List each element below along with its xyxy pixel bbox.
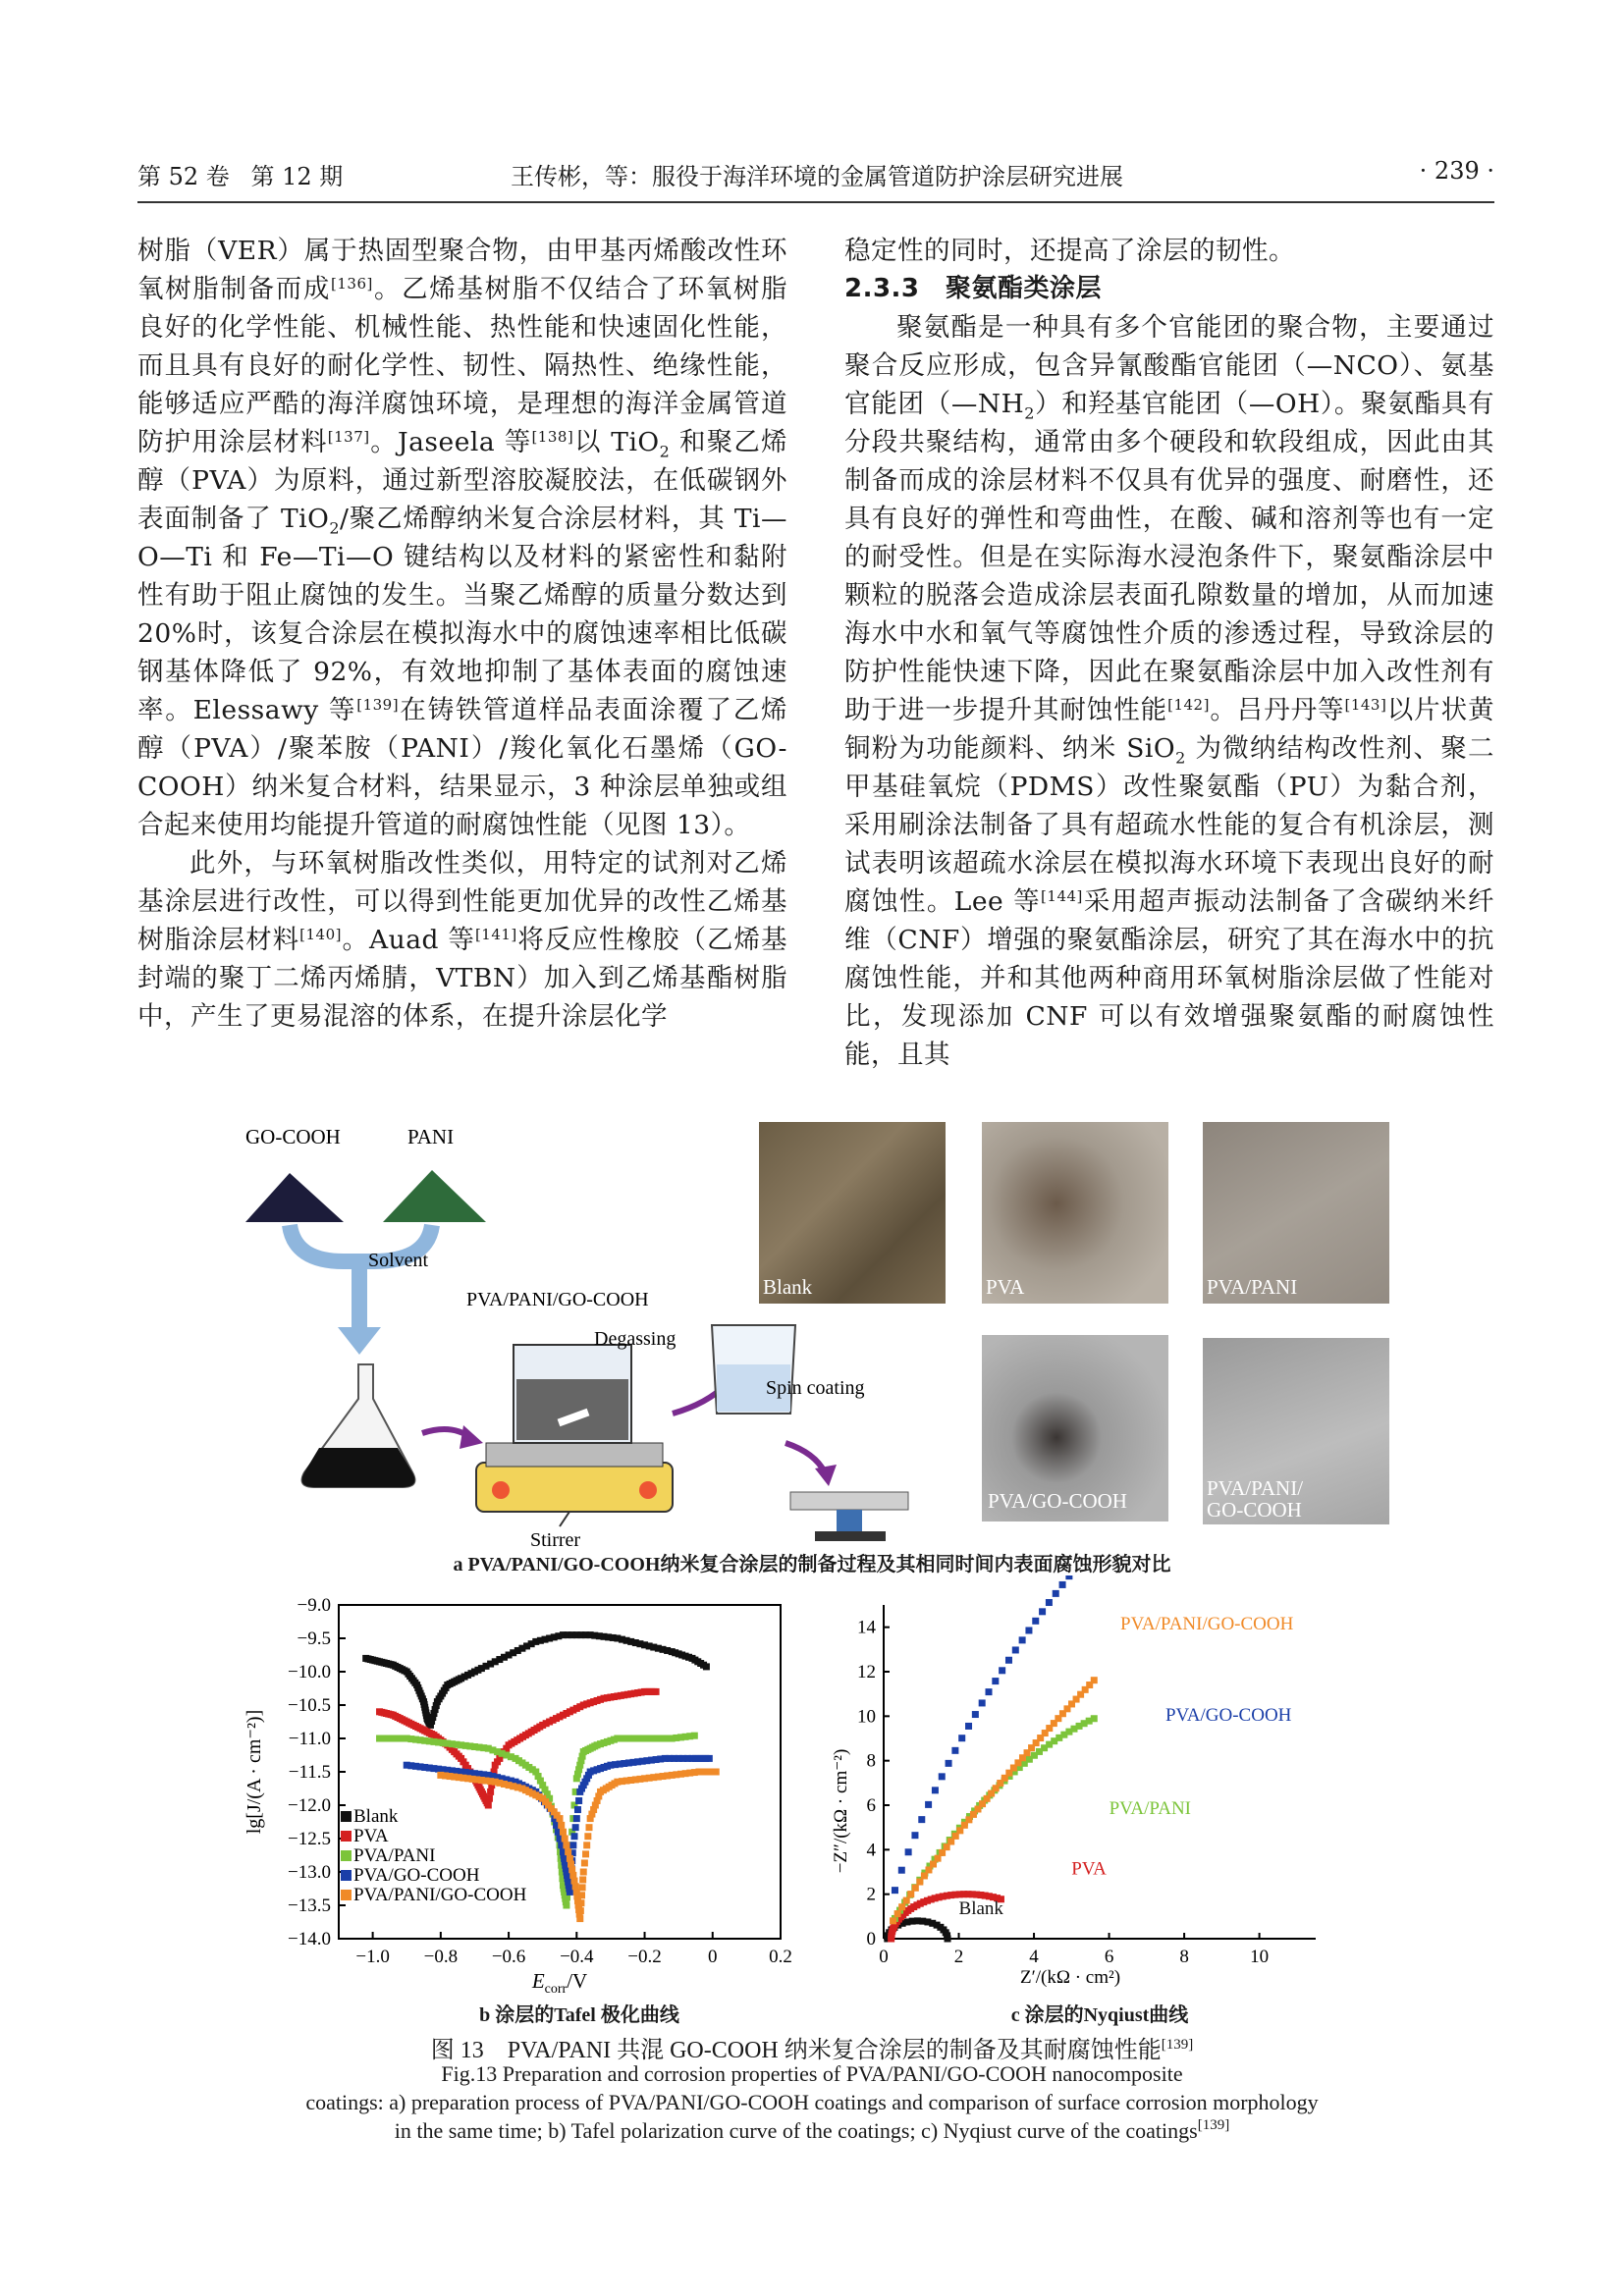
spin-coater-icon xyxy=(790,1492,908,1510)
nyquist-point xyxy=(979,1699,986,1706)
tafel-point xyxy=(487,1789,494,1795)
pani-label: PANI xyxy=(407,1125,455,1148)
nyquist-x-tick-label: 6 xyxy=(1104,1947,1114,1967)
nyquist-point xyxy=(999,1667,1005,1674)
tafel-legend-swatch xyxy=(341,1811,352,1822)
nyquist-y-tick-label: 14 xyxy=(857,1617,876,1638)
page-number: · 239 · xyxy=(1419,157,1494,185)
nyquist-y-tick-label: 12 xyxy=(857,1662,876,1682)
nyquist-point xyxy=(986,1688,993,1695)
tafel-x-tick-label: −0.8 xyxy=(423,1947,459,1967)
nyquist-point xyxy=(1059,1581,1066,1588)
nyquist-series-label: PVA/PANI/GO-COOH xyxy=(1120,1613,1294,1634)
tafel-point xyxy=(713,1769,720,1776)
citation: [139] xyxy=(1161,2037,1194,2053)
nyquist-point xyxy=(946,1760,952,1767)
nyquist-point xyxy=(958,1735,965,1741)
tafel-legend-swatch xyxy=(341,1850,352,1861)
left-column xyxy=(137,232,787,1036)
tafel-point xyxy=(577,1899,584,1906)
figure-caption-en xyxy=(0,2059,1624,2145)
nyquist-series-label: PVA xyxy=(1071,1858,1107,1880)
tafel-x-tick-label: −0.6 xyxy=(491,1947,526,1967)
nyquist-x-tick-label: 10 xyxy=(1250,1947,1270,1967)
tafel-point xyxy=(691,1733,698,1739)
tafel-point xyxy=(563,1902,569,1909)
citation: [144] xyxy=(1041,887,1083,905)
tafel-point xyxy=(703,1663,710,1670)
tafel-point xyxy=(581,1859,588,1866)
nyquist-chart xyxy=(825,1575,1335,2007)
pani-powder-pile xyxy=(383,1170,486,1222)
citation: [143] xyxy=(1344,696,1387,714)
figure-caption-cn: 图 13 PVA/PANI 共混 GO-COOH 纳米复合涂层的制备及其耐腐蚀性能[139] xyxy=(430,2037,1194,2063)
tafel-point xyxy=(577,1907,584,1914)
spin-coating-label: Spin coating xyxy=(766,1377,865,1399)
tafel-x-tick-label: 0.2 xyxy=(769,1947,792,1967)
header-title: 王传彬，等：服役于海洋环境的金属管道防护涂层研究进展 xyxy=(511,163,1123,190)
tafel-point xyxy=(575,1797,582,1804)
solvent-label: Solvent xyxy=(368,1250,429,1271)
tafel-legend-label: PVA xyxy=(353,1826,389,1846)
nyquist-y-tick-label: 4 xyxy=(866,1840,876,1861)
nyquist-x-tick-label: 8 xyxy=(1179,1947,1189,1967)
tafel-x-tick-label: 0 xyxy=(708,1947,718,1967)
tafel-legend-label: PVA/PANI/GO-COOH xyxy=(353,1885,527,1905)
tafel-point xyxy=(573,1815,580,1822)
nyquist-point xyxy=(1039,1608,1046,1615)
nyquist-point xyxy=(907,1891,914,1897)
nyquist-y-tick-label: 8 xyxy=(866,1750,876,1772)
tafel-point xyxy=(579,1884,586,1891)
photo-label-pva: PVA xyxy=(986,1275,1025,1299)
tafel-point xyxy=(578,1892,585,1898)
citation: [137] xyxy=(327,428,370,446)
nyquist-y-tick-label: 10 xyxy=(857,1706,876,1728)
left-paragraph-2: 此外，与环氧树脂改性类似，用特定的试剂对乙烯基涂层进行改性，可以得到性能更加优异的改性乙烯基树脂涂层材料[140]。Auad 等[141]将反应性橡胶（乙烯基封端的聚丁二烯丙烯腈，VTBN）加入到乙烯基酯树脂中，产生了更易混溶的体系，在提升涂层化学 xyxy=(137,848,787,1032)
tafel-x-tick-label: −1.0 xyxy=(355,1947,390,1967)
nyquist-point xyxy=(925,1801,932,1808)
citation: [139] xyxy=(1197,2117,1230,2133)
tafel-y-tick-label: −10.5 xyxy=(288,1695,331,1716)
tafel-point xyxy=(582,1850,589,1857)
tafel-y-axis-label: lg[J/(A · cm⁻²)] xyxy=(244,1709,265,1835)
tafel-point xyxy=(571,1833,578,1840)
nyquist-point xyxy=(916,1879,923,1886)
tafel-point xyxy=(583,1842,590,1848)
tafel-legend-swatch xyxy=(341,1870,352,1881)
caption-en-line-2: coatings: a) preparation process of PVA/PANI/GO-COOH coatings and comparison of surface corrosion morphology xyxy=(305,2090,1319,2114)
nyquist-point xyxy=(992,1678,999,1684)
nyquist-point xyxy=(1053,1590,1059,1597)
tafel-point xyxy=(572,1824,579,1831)
tafel-y-tick-label: −11.0 xyxy=(288,1729,331,1749)
tafel-y-tick-label: −9.0 xyxy=(297,1595,331,1616)
nyquist-point xyxy=(898,1867,905,1874)
right-paragraph-0: 稳定性的同时，还提高了涂层的韧性。 xyxy=(844,236,1295,266)
tafel-point xyxy=(563,1842,569,1848)
nyquist-point xyxy=(911,1832,918,1839)
figure-b-caption: b 涂层的Tafel 极化曲线 xyxy=(479,2004,679,2026)
tafel-point xyxy=(574,1806,581,1813)
photo-label-pva-pani: PVA/PANI xyxy=(1207,1275,1298,1299)
citation: [142] xyxy=(1167,696,1210,714)
tafel-y-tick-label: −12.0 xyxy=(288,1795,331,1816)
tafel-point xyxy=(580,1869,587,1876)
caption-en-line-3: in the same time; b) Tafel polarization curve of the coatings; c) Nyqiust curve of the coatings[139] xyxy=(394,2117,1230,2143)
tafel-point xyxy=(562,1836,568,1842)
nyquist-x-axis-label: Z′/(kΩ · cm²) xyxy=(1019,1967,1121,1988)
citation: [140] xyxy=(299,926,342,943)
nyquist-point xyxy=(1032,1618,1039,1625)
nyquist-point xyxy=(1065,1575,1072,1579)
tafel-y-tick-label: −12.5 xyxy=(288,1829,331,1849)
tafel-point xyxy=(586,1824,593,1831)
tafel-y-tick-label: −14.0 xyxy=(288,1929,331,1949)
nyquist-point xyxy=(1019,1636,1026,1643)
tafel-x-tick-label: −0.2 xyxy=(627,1947,662,1967)
nyquist-point xyxy=(892,1887,898,1894)
tafel-point xyxy=(706,1755,713,1762)
tafel-legend-swatch xyxy=(341,1831,352,1842)
tafel-point xyxy=(579,1876,586,1883)
citation: [141] xyxy=(474,926,517,943)
nyquist-series-label: PVA/PANI xyxy=(1109,1798,1192,1820)
issue-label: 第 12 期 xyxy=(250,163,344,190)
nyquist-point xyxy=(951,1747,958,1754)
citation: [138] xyxy=(531,428,574,446)
tafel-point xyxy=(653,1688,660,1695)
figure-a-caption: a PVA/PANI/GO-COOH纳米复合涂层的制备过程及其相同时间内表面腐蚀形貌对比 xyxy=(453,1554,1171,1575)
tafel-legend-swatch xyxy=(341,1890,352,1900)
tafel-point xyxy=(558,1822,565,1829)
nyquist-series-label: PVA/GO-COOH xyxy=(1164,1704,1292,1726)
tafel-y-tick-label: −13.5 xyxy=(288,1896,331,1916)
tafel-legend-label: PVA/PANI xyxy=(353,1845,436,1866)
nyquist-point xyxy=(894,1910,901,1917)
tafel-point xyxy=(569,1842,576,1848)
nyquist-point xyxy=(965,1723,972,1730)
tafel-point xyxy=(584,1833,591,1840)
tafel-legend-label: Blank xyxy=(353,1806,399,1827)
photo-label-blank: Blank xyxy=(763,1275,813,1299)
nyquist-y-tick-label: 6 xyxy=(866,1795,876,1816)
tafel-y-tick-label: −9.5 xyxy=(297,1629,331,1649)
caption-en-line-1: Fig.13 Preparation and corrosion properties of PVA/PANI/GO-COOH nanocomposite xyxy=(441,2061,1183,2086)
nyquist-point xyxy=(905,1848,912,1855)
tafel-x-axis-label: $E_{corr}/V$ xyxy=(531,1969,588,1997)
tafel-y-tick-label: −10.0 xyxy=(288,1662,331,1682)
tafel-point xyxy=(576,1915,583,1922)
tafel-point xyxy=(486,1795,493,1802)
nyquist-series-PVA/PANI/GO-COOH xyxy=(890,1677,1098,1924)
nyquist-x-tick-label: 0 xyxy=(879,1947,889,1967)
nyquist-x-tick-label: 2 xyxy=(953,1947,964,1967)
nyquist-point xyxy=(1025,1627,1032,1633)
photo-pva xyxy=(982,1122,1168,1304)
nyquist-point xyxy=(1005,1657,1012,1664)
citation: [136] xyxy=(331,275,373,293)
nyquist-point xyxy=(939,1773,946,1780)
photo-pva-gocooh xyxy=(982,1335,1168,1522)
nyquist-point xyxy=(1091,1677,1098,1683)
tafel-chart xyxy=(236,1575,825,2007)
nyquist-point xyxy=(912,1885,919,1892)
right-paragraph-1: 聚氨酯是一种具有多个官能团的聚合物，主要通过聚合反应形成，包含异氰酸酯官能团（—NCO）、氨基官能团$(—NH_2)$和羟基官能团（—OH）。聚氨酯具有分段共聚结构，通常由多个硬段和软段组成，因此由其制备而成的涂层材料不仅具有优异的强度、耐磨性，还具有良好的弹性和弯曲性，在酸、碱和溶剂等也有一定的耐受性。但是在实际海水浸泡条件下，聚氨酯涂层中颗粒的脱落会造成涂层表面孔隙数量的增加，从而加速海水中水和氧气等腐蚀性介质的渗透过程，导致涂层的防护性能快速下降，因此在聚氨酯涂层中加入改性剂有助于进一步提升其耐蚀性能[142]。吕丹丹等[143]以片状黄铜粉为功能颜料、纳米 SiO$_2$ 为微纳结构改性剂、聚二甲基硅氧烷（PDMS）改性聚氨酯（PU）为黏合剂，采用刷涂法制备了具有超疏水性能的复合有机涂层，测试表明该超疏水涂层在模拟海水环境下表现出良好的耐腐蚀性。Lee 等[144]采用超声振动法制备了含碳纳米纤维（CNF）增强的聚氨酯涂层，研究了其在海水中的抗腐蚀性能，并和其他两种商用环氧树脂涂层做了性能对比，发现添加 CNF 可以有效增强聚氨酯的耐腐蚀性能，且其 xyxy=(844,312,1495,1070)
tafel-y-tick-label: −11.5 xyxy=(288,1762,331,1783)
stirrer-label: Stirrer xyxy=(530,1529,581,1551)
nyquist-point xyxy=(918,1816,925,1823)
figure-c-caption: c 涂层的Nyqiust曲线 xyxy=(1010,2004,1189,2026)
nyquist-y-tick-label: 2 xyxy=(866,1884,876,1905)
tafel-point xyxy=(557,1815,564,1822)
header-rule xyxy=(137,201,1494,203)
tafel-point xyxy=(560,1829,567,1836)
gocooh-powder-pile xyxy=(245,1173,344,1222)
photo-label-pva-pani-gocooh-2: GO-COOH xyxy=(1207,1498,1302,1522)
nyquist-point xyxy=(932,1787,939,1793)
photo-label-pva-pani-gocooh-1: PVA/PANI/ xyxy=(1207,1476,1304,1500)
nyquist-point xyxy=(945,1936,951,1943)
nyquist-point xyxy=(1046,1599,1053,1606)
mix-label: PVA/PANI/GO-COOH xyxy=(466,1289,649,1310)
right-column xyxy=(844,232,1494,1074)
photo-blank xyxy=(759,1122,946,1304)
nyquist-point xyxy=(1012,1646,1019,1653)
degassing-label: Degassing xyxy=(594,1328,677,1350)
nyquist-point xyxy=(898,1903,905,1910)
volume-label: 第 52 卷 xyxy=(137,163,230,190)
photo-pva-pani xyxy=(1203,1122,1389,1304)
photo-pva-pani-gocooh xyxy=(1203,1338,1389,1524)
nyquist-point xyxy=(903,1897,910,1904)
nyquist-series-label: Blank xyxy=(958,1898,1003,1920)
tafel-point xyxy=(565,1848,571,1855)
tafel-x-tick-label: −0.4 xyxy=(560,1947,594,1967)
tafel-series-Blank xyxy=(362,1631,710,1729)
nyquist-point xyxy=(972,1711,979,1718)
tafel-point xyxy=(485,1802,492,1809)
nyquist-point xyxy=(890,1917,896,1924)
nyquist-y-tick-label: 0 xyxy=(866,1929,876,1949)
header-volume xyxy=(137,157,343,191)
nyquist-y-axis-label: −Z″/(kΩ · cm⁻²) xyxy=(831,1748,851,1874)
gocooh-label: GO-COOH xyxy=(245,1125,341,1148)
tafel-y-tick-label: −13.0 xyxy=(288,1862,331,1883)
section-title: 2.3.3 聚氨酯类涂层 xyxy=(844,274,1103,303)
nyquist-x-tick-label: 4 xyxy=(1029,1947,1039,1967)
citation: [139] xyxy=(356,696,400,714)
left-paragraph-1: 树脂（VER）属于热固型聚合物，由甲基丙烯酸改性环氧树脂制备而成[136]。乙烯基树脂不仅结合了环氧树脂良好的化学性能、机械性能、热性能和快速固化性能，而且具有良好的耐化学性、韧性、隔热性、绝缘性能，能够适应严酷的海洋腐蚀环境，是理想的海洋金属管道防护用涂层材料[137]。Jaseela 等[138]以 TiO$_2$ 和聚乙烯醇（PVA）为原料，通过新型溶胶凝胶法，在低碳钢外表面制备了 TiO$_2$/聚乙烯醇纳米复合涂层材料，其 Ti—O—Ti 和 Fe—Ti—O 键结构以及材料的紧密性和黏附性有助于阻止腐蚀的发生。当聚乙烯醇的质量分数达到 20%时，该复合涂层在模拟海水中的腐蚀速率相比低碳钢基体降低了 92%，有效地抑制了基体表面的腐蚀速率。Elessawy 等[139]在铸铁管道样品表面涂覆了乙烯醇（PVA）/聚苯胺（PANI）/羧化氧化石墨烯（GO-COOH）纳米复合材料，结果显示，3 种涂层单独或组合起来使用均能提升管道的耐腐蚀性能（见图 13）。 xyxy=(137,236,788,840)
nyquist-point xyxy=(1091,1715,1098,1722)
photo-label-pva-gocooh: PVA/GO-COOH xyxy=(988,1489,1127,1513)
nyquist-point xyxy=(921,1872,928,1879)
tafel-legend-label: PVA/GO-COOH xyxy=(353,1865,480,1886)
